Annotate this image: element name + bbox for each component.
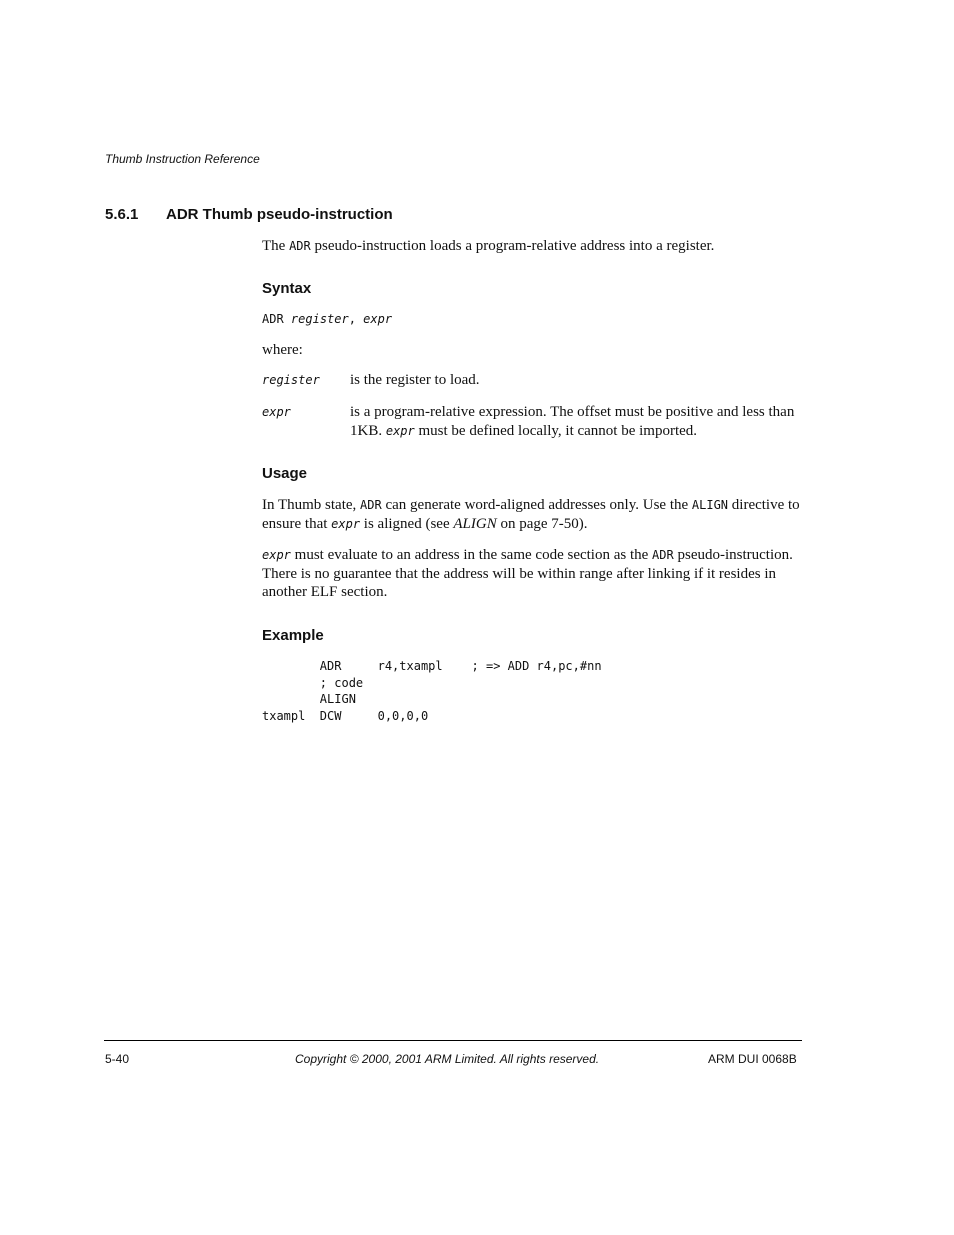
where-label: where:: [262, 342, 303, 358]
example-code-block: ADR r4,txampl ; => ADD r4,pc,#nn ; code ALIGN txampl DCW 0,0,0,0: [262, 659, 602, 723]
term-expr: expr: [262, 405, 291, 419]
usage-paragraph-1: In Thumb state, ADR can generate word-aligned addresses only. Use the ALIGN directive to ensure that expr is aligned (see ALIGN on page 7-50).: [262, 497, 800, 532]
section-title: ADR Thumb pseudo-instruction: [166, 206, 393, 223]
term-expr-desc: is a program-relative expression. The offset must be positive and less than 1KB. expr must be defined locally, it cannot be imported.: [350, 404, 795, 439]
inline-code: ADR: [289, 239, 311, 253]
section-number: 5.6.1: [105, 206, 139, 223]
page-number: 5-40: [105, 1052, 130, 1066]
intro-paragraph: The ADR pseudo-instruction loads a program-relative address into a register.: [262, 238, 715, 254]
term-register-desc: is the register to load.: [350, 372, 480, 388]
running-header: Thumb Instruction Reference: [105, 152, 260, 166]
usage-heading: Usage: [262, 465, 308, 482]
syntax-line: ADR register, expr: [262, 312, 393, 326]
document-id: ARM DUI 0068B: [708, 1052, 797, 1066]
example-heading: Example: [262, 627, 324, 644]
copyright-notice: Copyright © 2000, 2001 ARM Limited. All rights reserved.: [295, 1052, 600, 1066]
syntax-heading: Syntax: [262, 280, 312, 297]
footer-divider: [104, 1040, 802, 1041]
term-register: register: [262, 373, 320, 387]
usage-paragraph-2: expr must evaluate to an address in the same code section as the ADR pseudo-instruction. There is no guarantee that the address will be within range after linking if it resides in another ELF section.: [262, 547, 793, 600]
